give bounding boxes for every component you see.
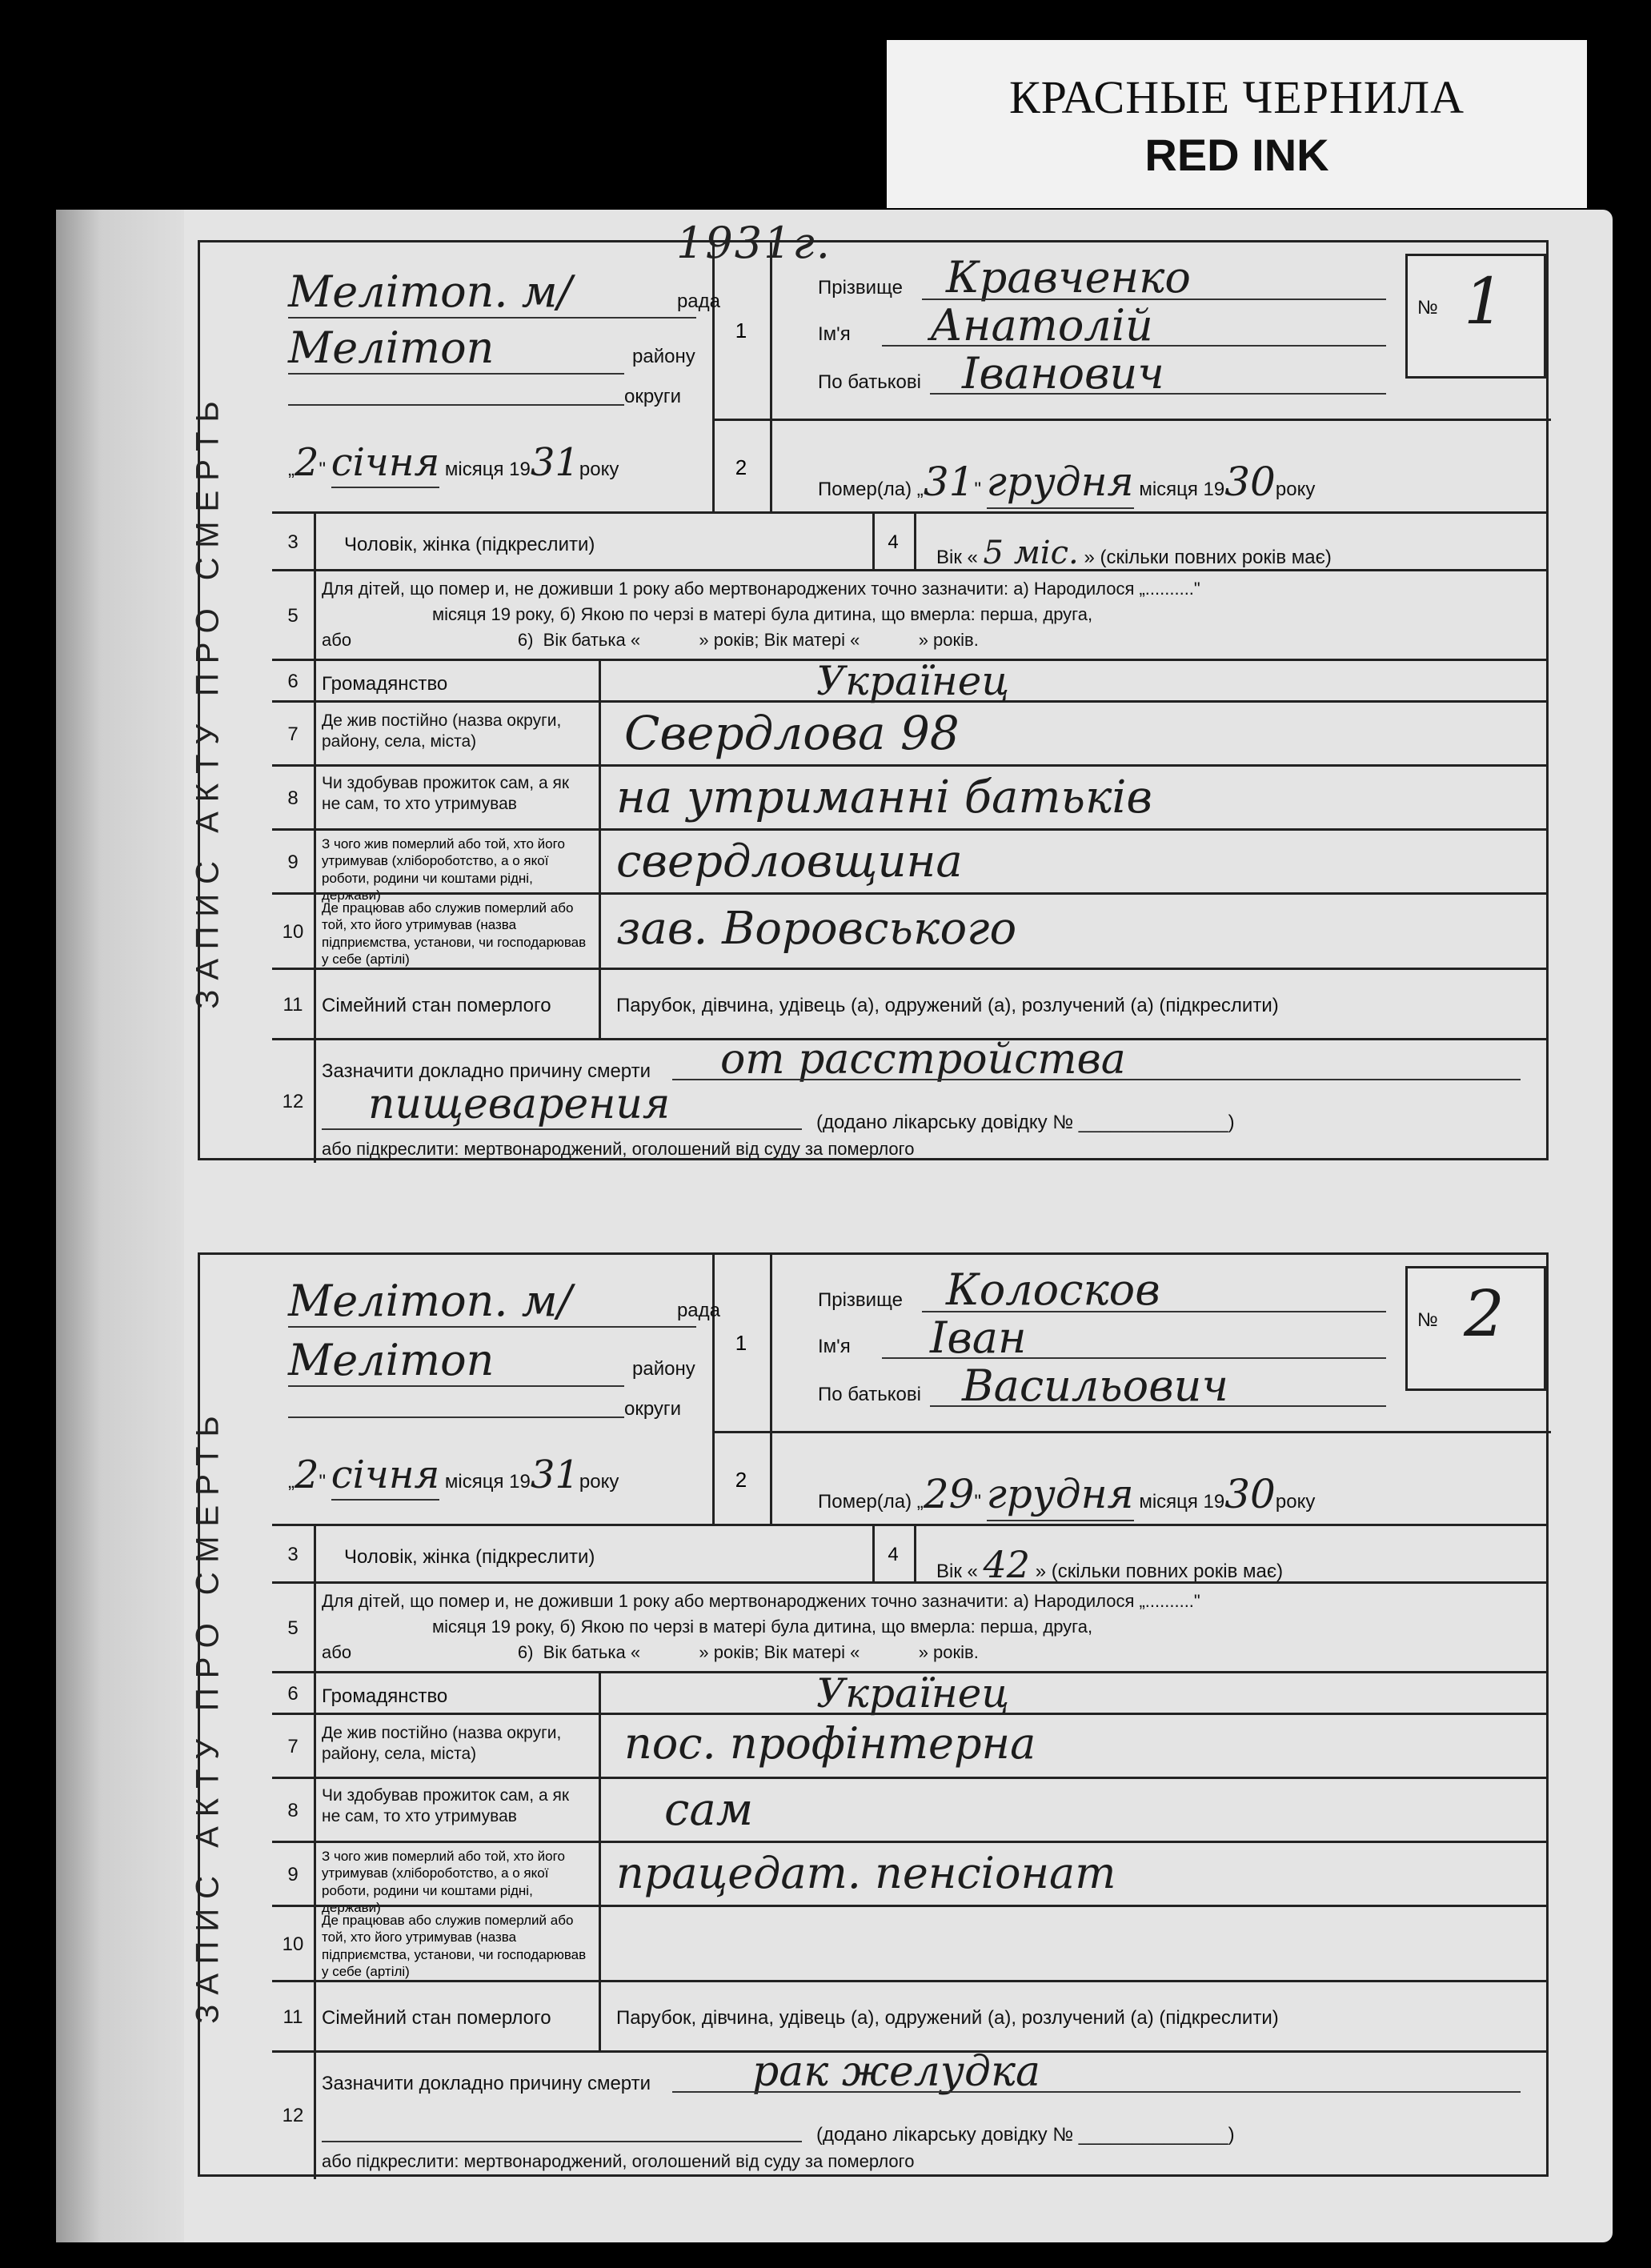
labels-age-suffix: » (скільки повних років має) xyxy=(1035,1561,1284,1582)
row-citizenship-2 xyxy=(272,1671,1546,1715)
records-1-cause-1: рак желудка xyxy=(752,2048,1041,2096)
labels-misiatsia-19: місяця 19 xyxy=(444,1471,531,1493)
labels-source: З чого жив померлий або той, хто його утримував (хлібороботство, а о якої роботи, родини чи коштами рідні, держави) xyxy=(322,836,565,903)
labels-surname: Прізвище xyxy=(818,277,903,299)
workplace-value: зав. Воровського xyxy=(616,903,1017,955)
labels-age-prefix: Вік « xyxy=(936,547,978,568)
registry-office-block: Мелітоп. м/ рада Мелітоп району округи „2" січня місяця 1931року xyxy=(272,242,715,511)
death-date-block: Помер(ла) „31" грудня місяця 1930року xyxy=(770,419,1551,514)
name-block-2 xyxy=(770,1255,1551,1431)
labels-row-nums-5: 6 xyxy=(272,1673,316,1715)
labels-row-nums-0: 1 xyxy=(712,1255,772,1431)
records-1-death-day: 29 xyxy=(923,1471,975,1517)
labels-row-nums-2: 3 xyxy=(272,1526,316,1584)
labels-row-nums-9: 10 xyxy=(272,1907,316,1982)
labels-certificate: (додано лікарську довідку № xyxy=(816,1112,1074,1133)
records-1-number: 2 xyxy=(1464,1276,1505,1351)
records-1-death-year: 30 xyxy=(1224,1471,1276,1517)
labels-workplace: Де працював або служив померлий або той, хто його утримував (назва підприємства, установи, чи господарював у себе (артілі) xyxy=(322,900,587,967)
labels-residence: Де жив постійно (назва округи, району, села, міста) xyxy=(322,1724,562,1764)
registry-office-block-2: Мелітоп. м/ рада Мелітоп району округи „2" січня місяця 1931року xyxy=(272,1255,715,1524)
labels-citizenship: Громадянство xyxy=(322,1685,448,1707)
records-0-death-month: грудня xyxy=(987,457,1134,509)
records-0-death-day: 31 xyxy=(923,459,975,505)
labels-patronymic: По батькові xyxy=(818,1384,921,1405)
labels-row-nums-6: 7 xyxy=(272,703,316,767)
livelihood-value: на утриманні батьків xyxy=(616,771,1152,823)
side-title-2 xyxy=(168,1255,248,2174)
year-note: 1931г. xyxy=(676,218,832,268)
row-children-2 xyxy=(272,1581,1546,1673)
labels-children-l2: місяця 19 року, б) Якою по черзі в матері була дитина, що вмерла: перша, друга, xyxy=(432,604,1093,624)
labels-name: Ім'я xyxy=(818,323,851,345)
row-cause: 12 Зазначити докладно причину смерти от расстройства пищеварения (додано лікарську довідку № ______________) або підкреслити: мертвонароджений, оголошений від суду за померлого xyxy=(272,1038,1546,1163)
labels-raionu: району xyxy=(632,1358,695,1380)
records-1-reg-year: 31 xyxy=(530,1453,579,1497)
row-cause-2: 12 Зазначити докладно причину смерти рак желудка (додано лікарську довідку № ______________) або підкреслити: мертвонароджений, оголошений від суду за померлого xyxy=(272,2050,1546,2179)
records-1-livelihood: сам xyxy=(664,1784,754,1836)
record-number-box: № 1 xyxy=(1405,254,1546,379)
labels-raionu: району xyxy=(632,346,695,367)
labels-row-nums-10: 11 xyxy=(272,970,316,1040)
records-1-patronymic: Васильович xyxy=(962,1360,1228,1411)
side-title: ЗАПИС АКТУ ПРО СМЕРТЬ xyxy=(190,1405,226,2024)
surname-value: Кравченко xyxy=(946,252,1191,303)
labels-marital-options: Парубок, дівчина, удівець (а), одружений (а), розлучений (а) (підкреслити) xyxy=(616,995,1279,1016)
labels-died: Помер(ла) xyxy=(818,479,912,500)
labels-source: З чого жив померлий або той, хто його утримував (хлібороботство, а о якої роботи, родини чи коштами рідні, держави) xyxy=(322,1849,565,1915)
labels-sex: Чоловік, жінка (підкреслити) xyxy=(344,534,595,555)
row-livelihood-2 xyxy=(272,1777,1546,1843)
labels-row-nums-3: 4 xyxy=(872,514,916,571)
labels-certificate: (додано лікарську довідку № xyxy=(816,2124,1074,2146)
labels-misiatsia-19: місяця 19 xyxy=(444,459,531,480)
labels-rada: рада xyxy=(676,291,720,312)
labels-children-l1: Для дітей, що помер и, не доживши 1 року або мертвонароджених точно зазначити: а) Народилося „.........." xyxy=(322,1591,1200,1611)
records-1-citizenship: Українец xyxy=(816,1670,1010,1717)
death-date-block-2: Помер(ла) „29" грудня місяця 1930року xyxy=(770,1431,1551,1526)
labels-cause: Зазначити докладно причину смерти xyxy=(322,2073,651,2094)
labels-children-l1: Для дітей, що помер и, не доживши 1 року або мертвонароджених точно зазначити: а) Народилося „.........." xyxy=(322,579,1200,599)
labels-sex: Чоловік, жінка (підкреслити) xyxy=(344,1546,595,1568)
labels-died: Помер(ла) xyxy=(818,1491,912,1513)
source-value: свердловщина xyxy=(616,835,963,888)
labels-misiatsia-19: місяця 19 xyxy=(1139,1491,1225,1513)
labels-row-nums-9: 10 xyxy=(272,895,316,970)
reg-month: січня xyxy=(331,439,440,488)
district-value: Мелітоп xyxy=(288,323,495,373)
labels-row-nums-4: 5 xyxy=(272,571,316,661)
records-1-council: Мелітоп. м/ xyxy=(288,1276,572,1326)
labels-marital: Сімейний стан померлого xyxy=(322,995,551,1016)
cause-value-2: пищеварения xyxy=(368,1080,671,1128)
name-block xyxy=(770,242,1551,419)
labels-row-nums-11: 12 xyxy=(272,1040,316,1163)
labels-workplace: Де працював або служив померлий або той, хто його утримував (назва підприємства, установи, чи господарював у себе (артілі) xyxy=(322,1913,587,1979)
labels-marital-options: Парубок, дівчина, удівець (а), одружений (а), розлучений (а) (підкреслити) xyxy=(616,2007,1279,2029)
labels-row-nums-1: 2 xyxy=(712,1431,772,1526)
records-0-reg-year: 31 xyxy=(530,440,579,485)
labels-okrugy: округи xyxy=(624,1398,682,1420)
records-1-reg-month: січня xyxy=(331,1451,440,1501)
row-marital xyxy=(272,968,1546,1040)
labels-misiatsia-19: місяця 19 xyxy=(1139,479,1225,500)
row-children xyxy=(272,569,1546,661)
labels-row-nums-8: 9 xyxy=(272,831,316,895)
labels-row-nums-2: 3 xyxy=(272,514,316,571)
row-source xyxy=(272,828,1546,903)
labels-stillborn: або підкреслити: мертвонароджений, оголошений від суду за померлого xyxy=(322,1139,915,1159)
age-value: 5 міс. xyxy=(983,535,1079,571)
row-num-2: 2 xyxy=(712,419,772,514)
label-russian: КРАСНЫЕ ЧЕРНИЛА xyxy=(1009,71,1465,123)
labels-row-nums-6: 7 xyxy=(272,1715,316,1779)
row-workplace-2 xyxy=(272,1905,1546,1982)
row-sex-age-2 xyxy=(272,1524,1546,1584)
labels-children-l2: місяця 19 року, б) Якою по черзі в матері була дитина, що вмерла: перша, друга, xyxy=(432,1617,1093,1637)
labels-children-l3: або 6) Вік батька « » років; Вік матері « » років. xyxy=(322,630,979,650)
labels-row-nums-5: 6 xyxy=(272,661,316,703)
row-workplace xyxy=(272,892,1546,970)
red-ink-label-card xyxy=(887,40,1587,208)
name-value: Анатолій xyxy=(930,300,1153,351)
labels-stillborn: або підкреслити: мертвонароджений, оголошений від суду за померлого xyxy=(322,2151,915,2171)
labels-okrugy: округи xyxy=(624,386,682,407)
labels-roku: року xyxy=(1275,479,1316,500)
labels-age-prefix: Вік « xyxy=(936,1561,978,1582)
records-1-district: Мелітоп xyxy=(288,1335,495,1385)
residence-value: Свердлова 98 xyxy=(624,706,960,760)
row-livelihood xyxy=(272,764,1546,831)
labels-row-nums-7: 8 xyxy=(272,1779,316,1843)
records-1-name: Іван xyxy=(930,1312,1027,1363)
labels-livelihood: Чи здобував прожиток сам, а як не сам, то хто утримував xyxy=(322,1786,570,1826)
records-1-death-month: грудня xyxy=(987,1469,1134,1521)
side-title xyxy=(168,242,248,1158)
death-record-2 xyxy=(190,1252,1549,2177)
patronymic-value: Іванович xyxy=(962,348,1164,399)
labels-row-nums-3: 4 xyxy=(872,1526,916,1584)
row-marital-2 xyxy=(272,1980,1546,2053)
records-1-reg-day: 2 xyxy=(295,1453,319,1497)
record-number-box-2: № 2 xyxy=(1405,1266,1546,1391)
labels-cause: Зазначити докладно причину смерти xyxy=(322,1060,651,1082)
row-sex-age xyxy=(272,511,1546,571)
labels-livelihood: Чи здобував прожиток сам, а як не сам, то хто утримував xyxy=(322,774,570,814)
labels-row-nums-10: 11 xyxy=(272,1982,316,2053)
records-1-source: працедат. пенсіонат xyxy=(616,1848,1116,1898)
labels-patronymic: По батькові xyxy=(818,371,921,393)
labels-roku: року xyxy=(1275,1491,1316,1513)
reg-day: 2 xyxy=(295,440,319,485)
label-english: RED INK xyxy=(1144,130,1329,180)
row-source-2 xyxy=(272,1841,1546,1915)
labels-citizenship: Громадянство xyxy=(322,673,448,695)
side-title: ЗАПИС АКТУ ПРО СМЕРТЬ xyxy=(190,391,226,1009)
citizenship-value: Українец xyxy=(816,658,1010,704)
labels-name: Ім'я xyxy=(818,1336,851,1357)
labels-children-l3: або 6) Вік батька « » років; Вік матері « » років. xyxy=(322,1642,979,1662)
labels-marital: Сімейний стан померлого xyxy=(322,2007,551,2029)
labels-row-nums-7: 8 xyxy=(272,767,316,831)
row-residence xyxy=(272,700,1546,767)
labels-row-nums-4: 5 xyxy=(272,1584,316,1673)
labels-roku: року xyxy=(579,1471,619,1493)
row-num-1: 1 xyxy=(712,242,772,419)
death-record-1 xyxy=(190,240,1549,1160)
council-value: Мелітоп. м/ xyxy=(288,266,572,317)
records-1-surname: Колосков xyxy=(946,1264,1160,1315)
labels-residence: Де жив постійно (назва округи, району, села, міста) xyxy=(322,711,562,751)
labels-surname: Прізвище xyxy=(818,1289,903,1311)
records-1-residence: пос. профінтерна xyxy=(624,1718,1036,1769)
labels-row-nums-8: 9 xyxy=(272,1843,316,1907)
row-citizenship xyxy=(272,659,1546,703)
row-residence-2 xyxy=(272,1713,1546,1779)
labels-age-suffix: » (скільки повних років має) xyxy=(1084,547,1332,568)
labels-row-nums-11: 12 xyxy=(272,2053,316,2179)
labels-rada: рада xyxy=(676,1300,720,1321)
record-number: 1 xyxy=(1464,264,1505,339)
records-0-death-year: 30 xyxy=(1224,459,1276,505)
cause-value-1: от расстройства xyxy=(720,1036,1126,1084)
records-1-age: 42 xyxy=(983,1543,1031,1586)
labels-roku: року xyxy=(579,459,619,480)
